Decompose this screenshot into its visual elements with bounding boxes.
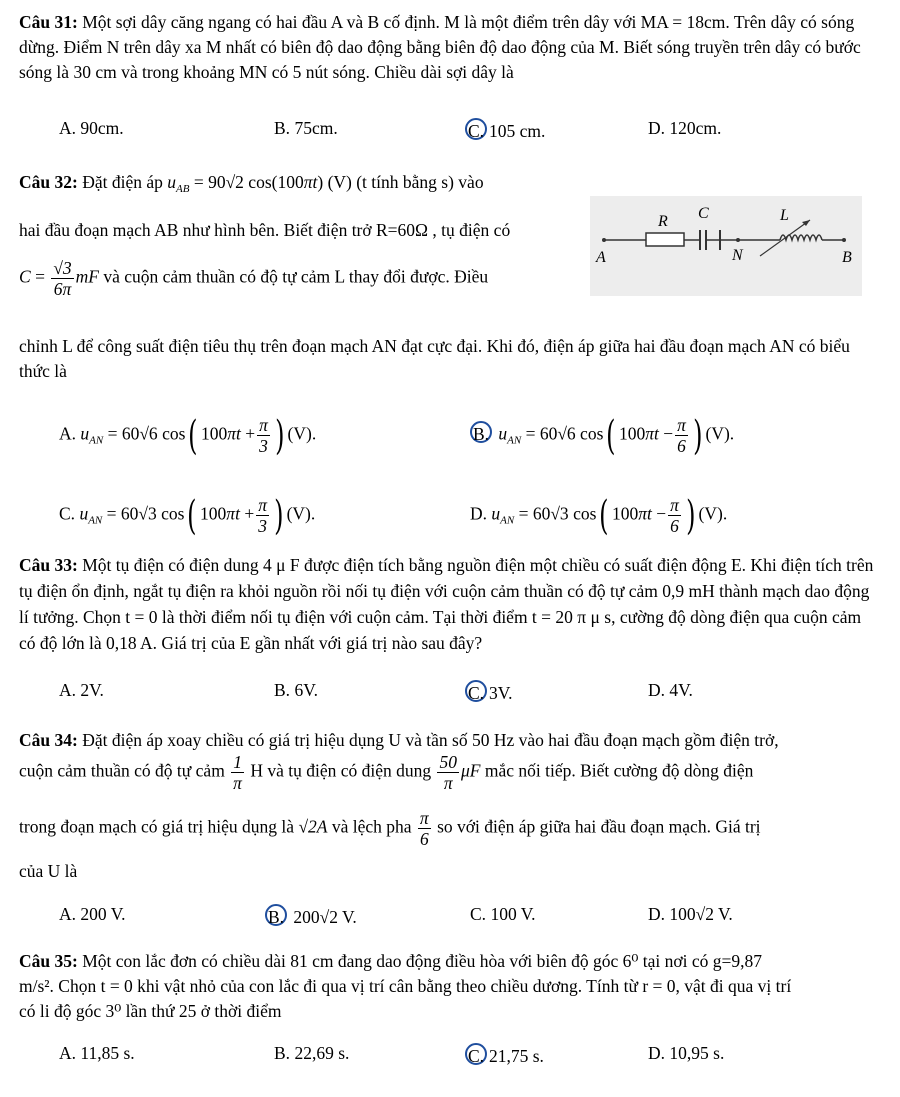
selected-answer-circle: B.: [470, 421, 492, 443]
option-d[interactable]: D. 100√2 V.: [648, 904, 733, 924]
selected-answer-circle: C.: [465, 680, 487, 702]
option-b[interactable]: B. 75cm.: [274, 118, 338, 138]
option-a[interactable]: A. 11,85 s.: [59, 1043, 135, 1063]
option-b[interactable]: B. 6V.: [274, 680, 318, 700]
option-c-selected[interactable]: C. 105 cm.: [465, 118, 545, 142]
label-n: N: [732, 247, 743, 264]
option-d[interactable]: D. 4V.: [648, 680, 693, 700]
option-b-selected[interactable]: B. 200√2 V.: [265, 904, 357, 928]
question-34-line2: cuộn cảm thuần có độ tự cảm $\frac{1}{\pi}$ H và tụ điện có điện dung $\frac{50}{\pi}$ μF mắc nối tiếp. Biết cường độ dòng điện: [19, 752, 754, 793]
option-c[interactable]: C. 100 V.: [470, 904, 536, 924]
selected-answer-circle: C.: [465, 1043, 487, 1065]
voltage-formula: $u_{AB} = 90√2$ cos(100πt): [167, 172, 324, 195]
question-34-line4: của U là: [19, 861, 78, 881]
question-text: Một sợi dây căng ngang có hai đầu A và B cố định. M là một điểm trên dây với MA = 18cm. Trên dây có sóng dừng. Điểm N trên dây xa M nhất có biên độ dao động bằng biên độ dao động của M. Biết sóng truyền trên dây có bước sóng là 30 cm và trong khoảng MN có 5 nút sóng. Chiều dài sợi dây là: [19, 12, 861, 82]
question-33: [19, 552, 881, 656]
circuit-svg: [590, 196, 862, 296]
question-32-line3: C = $\frac{√3}{6\pi}$ mF và cuộn cảm thuần có độ tự cảm L thay đổi được. Điều: [19, 258, 489, 299]
label-l: L: [780, 207, 789, 224]
question-label: Câu 35:: [19, 951, 78, 971]
options-35: [0, 1043, 900, 1069]
label-a: A: [596, 249, 606, 266]
label-b: B: [842, 249, 852, 266]
label-r: R: [658, 213, 668, 230]
option-d[interactable]: D. 120cm.: [648, 118, 722, 138]
option-b-selected[interactable]: B. $u_{AN} = 60√6$ cos( 100πt − $\frac{\pi}{6}$ ) (V).: [470, 415, 734, 456]
option-b[interactable]: B. 22,69 s.: [274, 1043, 350, 1063]
resistor-icon: [646, 233, 684, 246]
selected-answer-circle: B.: [265, 904, 287, 926]
question-label: Câu 31:: [19, 12, 78, 32]
question-32-line1: Câu 32: Đặt điện áp $u_{AB} = 90√2$ cos(100πt) (V) (t tính bằng s) vào: [19, 172, 484, 195]
option-d[interactable]: D. $u_{AN} = 60√3$ cos( 100πt − $\frac{\pi}{6}$ ) (V).: [470, 492, 728, 539]
question-35-line1: Câu 35: Một con lắc đơn có chiều dài 81 cm đang dao động điều hòa với biên độ góc 6⁰ tại nơi có g=9,87: [19, 951, 763, 971]
question-34-line1: Câu 34: Đặt điện áp xoay chiều có giá trị hiệu dụng U và tần số 50 Hz vào hai đầu đoạn mạch gồm điện trở,: [19, 730, 779, 750]
option-c-selected[interactable]: C. 21,75 s.: [465, 1043, 544, 1067]
options-34: [0, 904, 900, 930]
options-33: [0, 680, 900, 706]
question-text: Một tụ điện có điện dung 4 μ F được điện tích bằng nguồn điện một chiều có suất điện động E. Khi điện tích trên tụ điện ổn định, ngắt tụ điện ra khỏi nguồn rồi nối tụ điện với cuộn cảm thuần có độ tự cảm 0,9 mH thành mạch dao động lí tưởng. Chọn t = 0 là thời điểm nối tụ điện với cuộn cảm. Tại thời điểm t = 20 π μ s, cường độ dòng điện qua cuộn cảm có độ lớn là 0,18 A. Giá trị của E gần nhất với giá trị nào sau đây?: [19, 555, 874, 653]
question-32-line4: chỉnh L để công suất điện tiêu thụ trên đoạn mạch AN đạt cực đại. Khi đó, điện áp giữa hai đầu đoạn mạch AN có biểu thức là: [19, 336, 850, 381]
circuit-diagram: [590, 196, 862, 296]
question-31: [19, 10, 881, 85]
option-a[interactable]: A. 200 V.: [59, 904, 126, 924]
question-35-line2: m/s². Chọn t = 0 khi vật nhỏ của con lắc đi qua vị trí cân bằng theo chiều dương. Tính từ r = 0, vật đi qua vị trí: [19, 976, 792, 996]
option-c-selected[interactable]: C. 3V.: [465, 680, 513, 704]
option-a[interactable]: A. 90cm.: [59, 118, 124, 138]
question-label: Câu 33:: [19, 555, 78, 575]
options-31: [0, 118, 900, 144]
question-35-line3: có li độ góc 3⁰ lần thứ 25 ở thời điểm: [19, 1001, 282, 1021]
question-label: Câu 32:: [19, 172, 78, 192]
question-34-line3: trong đoạn mạch có giá trị hiệu dụng là √2A và lệch pha $\frac{\pi}{6}$ so với điện áp giữa hai đầu đoạn mạch. Giá trị: [19, 808, 761, 849]
question-label: Câu 34:: [19, 730, 78, 750]
option-a[interactable]: A. $u_{AN} = 60√6$ cos( 100πt + $\frac{\pi}{3}$ ) (V).: [59, 412, 317, 459]
option-d[interactable]: D. 10,95 s.: [648, 1043, 725, 1063]
option-a[interactable]: A. 2V.: [59, 680, 104, 700]
label-c: C: [698, 205, 709, 222]
question-32-line2: hai đầu đoạn mạch AB như hình bên. Biết điện trở R=60Ω , tụ điện có: [19, 220, 511, 240]
options-32-row2: [0, 492, 900, 539]
option-c[interactable]: C. $u_{AN} = 60√3$ cos( 100πt + $\frac{\pi}{3}$ ) (V).: [59, 492, 316, 539]
options-32-row1: [0, 412, 900, 459]
selected-answer-circle: C.: [465, 118, 487, 140]
